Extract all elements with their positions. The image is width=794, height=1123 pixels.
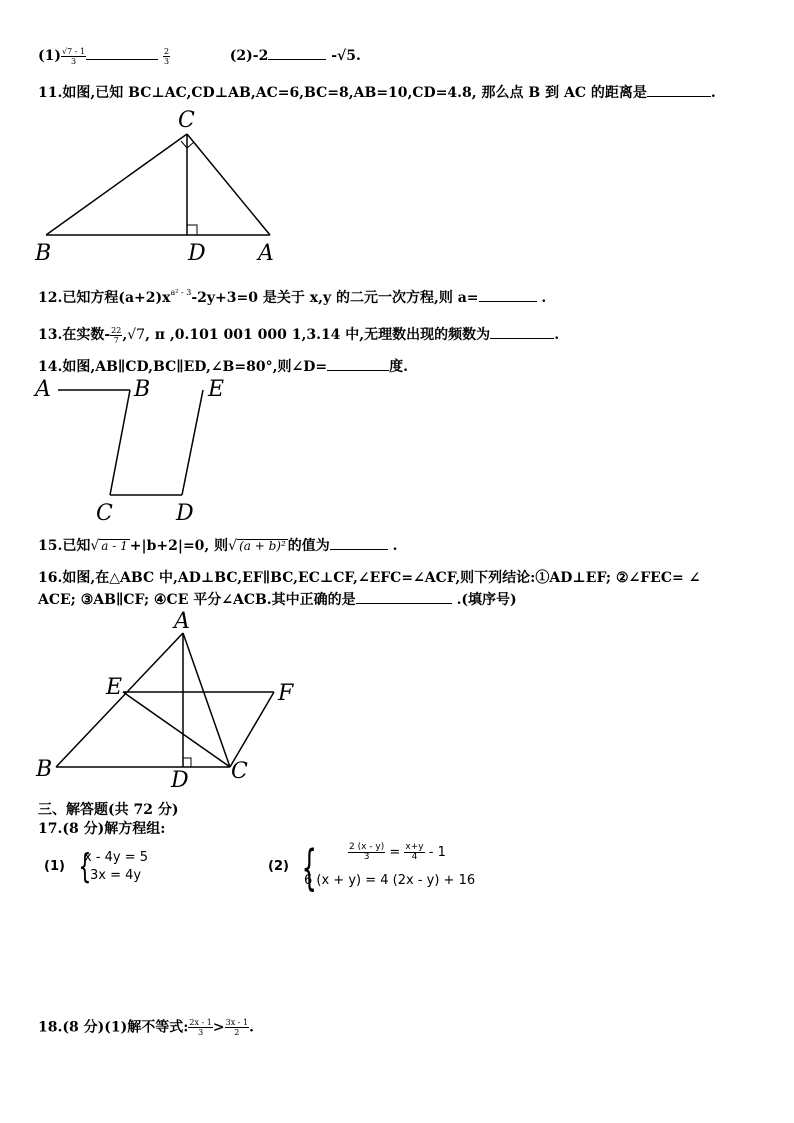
- q14-text: 14.如图,AB∥CD,BC∥ED,∠B=80°,则∠D= 度.: [38, 356, 408, 376]
- q17-system1-eq2: 3x = 4y: [90, 868, 142, 883]
- q16-segment-AC: [183, 633, 230, 767]
- q11-right-angle-D: [187, 225, 197, 235]
- q17-system1-label: (1): [44, 859, 65, 874]
- q17-system2-eq1-lhs: $\frac{2 (x - y)}{3}$: [349, 842, 385, 862]
- q12-exponent: a² - 3: [170, 288, 192, 297]
- q16-blank[interactable]: [356, 589, 452, 604]
- q12-text: 12.已知方程$(a+2)x^{a^2 - 3}-2y+3=0$ 是关于 x,y 的二元一次方程,则 a= .: [38, 288, 547, 306]
- q17-system2-eq1: $\frac{2 (x - y)}{3}$ = $\frac{x+y}{4}$ - 1: [349, 842, 446, 862]
- q16-figure: [30, 606, 310, 792]
- q12-blank[interactable]: [479, 287, 537, 302]
- q14-segment-DE: [182, 390, 203, 495]
- q14-segment-BC: [110, 390, 130, 495]
- q10-part2-blank[interactable]: [268, 45, 326, 60]
- q11-label-D: D: [188, 241, 206, 264]
- q18-lhs-fraction: $\frac{2x - 1}{3}$: [189, 1018, 212, 1037]
- q11-label-A: A: [258, 241, 274, 264]
- q16-segment-EC: [123, 692, 230, 767]
- q17-system2-eq1-rhs: $\frac{x+y}{4}$: [405, 842, 424, 862]
- q17-system1-eq1: x - 4y = 5: [84, 850, 149, 865]
- q10-part2-rhs: -√5.: [331, 48, 361, 64]
- q15-radical1: a - 1: [101, 539, 128, 553]
- q17-system2-label: (2): [268, 859, 289, 874]
- q15-text: 15.已知√ a - 1 +|b+2|=0, 则√ (a + b)² 的值为 .: [38, 535, 398, 555]
- q16-text-line1: 16.如图,在△ABC 中,AD⊥BC,EF∥BC,EC⊥CF,∠EFC=∠ACF,则下列结论:①AD⊥EF; ②∠FEC= ∠: [38, 570, 701, 586]
- q17-system2-eq2: 6 (x + y) = 4 (2x - y) + 16: [304, 873, 476, 888]
- q16-segment-AB: [56, 633, 183, 767]
- q10-part1-blank[interactable]: [86, 45, 158, 60]
- q11-figure: [30, 104, 290, 264]
- q11-segment-CA: [187, 134, 270, 235]
- q18-rhs-fraction: $\frac{3x - 1}{2}$: [225, 1018, 249, 1037]
- q11-blank[interactable]: [647, 82, 711, 97]
- q14-label-D: D: [176, 501, 194, 526]
- q13-blank[interactable]: [490, 324, 554, 339]
- q14-label-E: E: [208, 377, 225, 402]
- q11-text: 11.如图,已知 BC⊥AC,CD⊥AB,AC=6,BC=8,AB=10,CD=4.8, 那么点 B 到 AC 的距离是 .: [38, 82, 716, 102]
- q13-sqrt7: √7: [127, 327, 146, 343]
- q18-text: 18.(8 分)(1)解不等式: $\frac{2x - 1}{3}$ > $\frac{3x - 1}{2}$ .: [38, 1018, 254, 1037]
- q16-label-F: F: [278, 681, 294, 706]
- q13-fraction: $\frac{22}{7}$: [111, 325, 122, 345]
- q11-label-C: C: [178, 108, 195, 133]
- q16-label-D: D: [171, 768, 189, 792]
- section3-heading: 三、解答题(共 72 分): [38, 802, 179, 818]
- q10-part1-rhs-fraction: $\frac{2}{3}$: [163, 46, 170, 66]
- q10-part1-label: (1): [38, 48, 61, 64]
- q17-title: 17.(8 分)解方程组:: [38, 821, 166, 837]
- q16-label-E: E: [106, 675, 123, 700]
- q11-segment-BC: [46, 134, 187, 235]
- q13-text: 13.在实数- $\frac{22}{7}$ ,√7, π ,0.101 001 000 1,3.14 中,无理数出现的频数为 .: [38, 325, 560, 345]
- q10-line: [38, 45, 361, 66]
- q17-system2-brace: {: [301, 840, 317, 896]
- q14-figure: [30, 374, 250, 526]
- q14-label-B: B: [134, 377, 151, 402]
- q16-label-A: A: [174, 609, 190, 634]
- q10-part2-label: (2)-2: [229, 48, 269, 64]
- q14-label-A: A: [35, 377, 51, 402]
- q10-part1-fraction: $\frac{√7 - 1}{3}$: [62, 46, 86, 66]
- q16-text-line2: ACE; ③AB∥CF; ④CE 平分∠ACB.其中正确的是 .(填序号): [38, 589, 517, 609]
- q14-label-C: C: [96, 501, 113, 526]
- q17-system1-brace: {: [78, 847, 92, 887]
- q16-label-C: C: [231, 759, 248, 784]
- q16-segment-CF: [230, 692, 274, 767]
- q15-radical2: (a + b)²: [239, 539, 286, 553]
- q14-blank[interactable]: [327, 356, 389, 371]
- q16-label-B: B: [36, 757, 53, 782]
- q16-right-angle-D: [183, 758, 191, 767]
- q11-label-B: B: [35, 241, 52, 264]
- q15-blank[interactable]: [330, 535, 388, 550]
